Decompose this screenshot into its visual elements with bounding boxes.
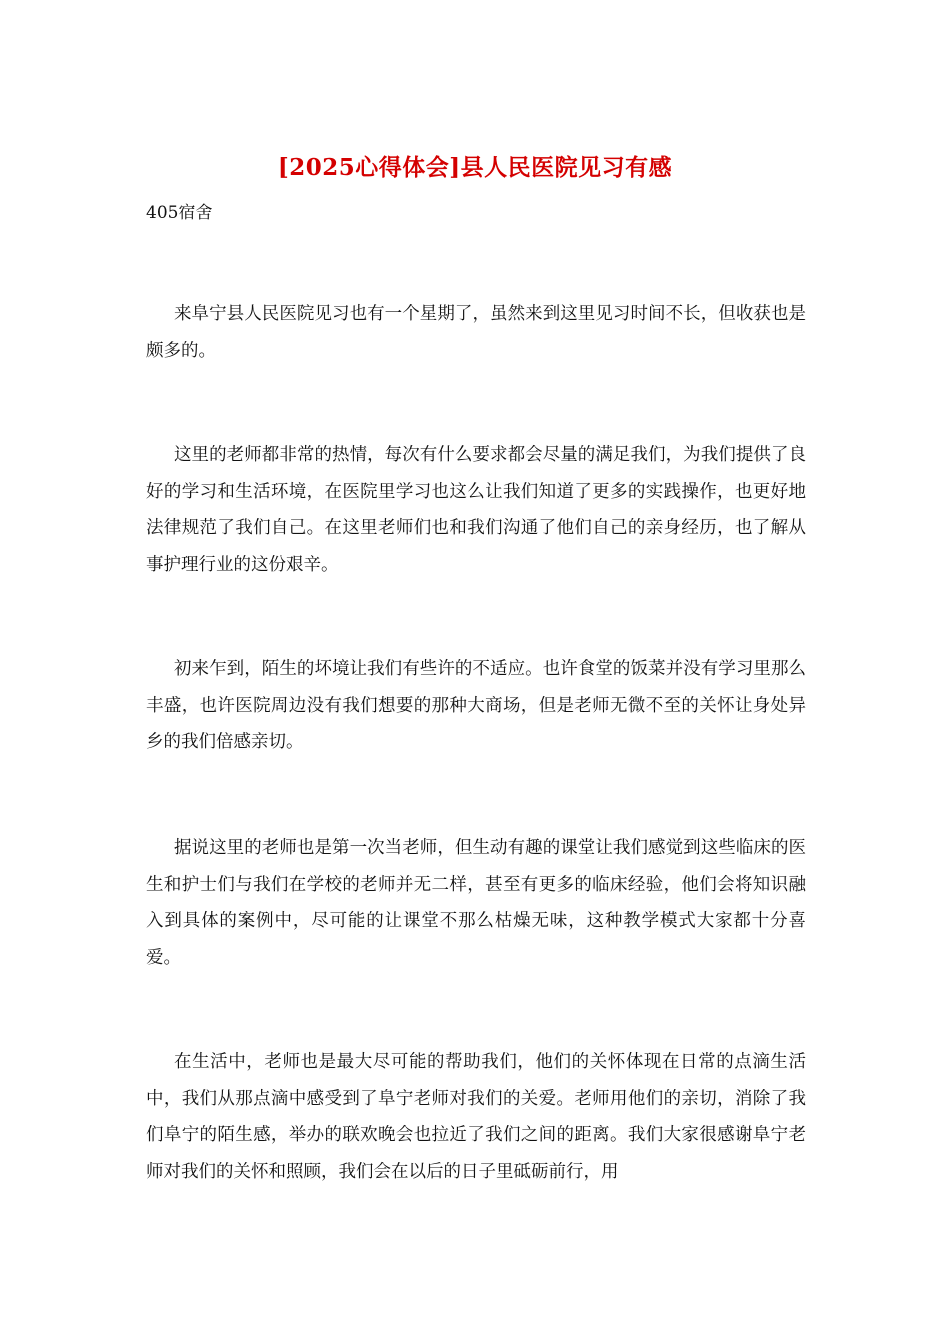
paragraph: 在生活中，老师也是最大尽可能的帮助我们，他们的关怀体现在日常的点滴生活中，我们从那点滴中感受到了阜宁老师对我们的关爱。老师用他们的亲切，消除了我们阜宁的陌生感，举办的联欢晚会也拉近了我们之间的距离。我们大家很感谢阜宁老师对我们的关怀和照顾，我们会在以后的日子里砥砺前行，用 — [146, 1052, 806, 1182]
paragraph: 初来乍到，陌生的坏境让我们有些许的不适应。也许食堂的饭菜并没有学习里那么丰盛，也许医院周边没有我们想要的那种大商场，但是老师无微不至的关怀让身处异乡的我们倍感亲切。 — [146, 659, 806, 752]
document-author: 405宿舍 — [146, 203, 213, 223]
paragraph: 这里的老师都非常的热情，每次有什么要求都会尽量的满足我们，为我们提供了良好的学习和生活环境，在医院里学习也这么让我们知道了更多的实践操作，也更好地法律规范了我们自己。在这里老师们也和我们沟通了他们自己的亲身经历，也了解从事护理行业的这份艰辛。 — [146, 445, 806, 575]
paragraph: 据说这里的老师也是第一次当老师，但生动有趣的课堂让我们感觉到这些临床的医生和护士们与我们在学校的老师并无二样，甚至有更多的临床经验，他们会将知识融入到具体的案例中，尽可能的让课堂不那么枯燥无味，这种教学模式大家都十分喜爱。 — [146, 838, 806, 968]
paragraph: 来阜宁县人民医院见习也有一个星期了，虽然来到这里见习时间不长，但收获也是颇多的。 — [146, 304, 806, 361]
document-title: [2025心得体会]县人民医院见习有感 — [277, 154, 673, 181]
